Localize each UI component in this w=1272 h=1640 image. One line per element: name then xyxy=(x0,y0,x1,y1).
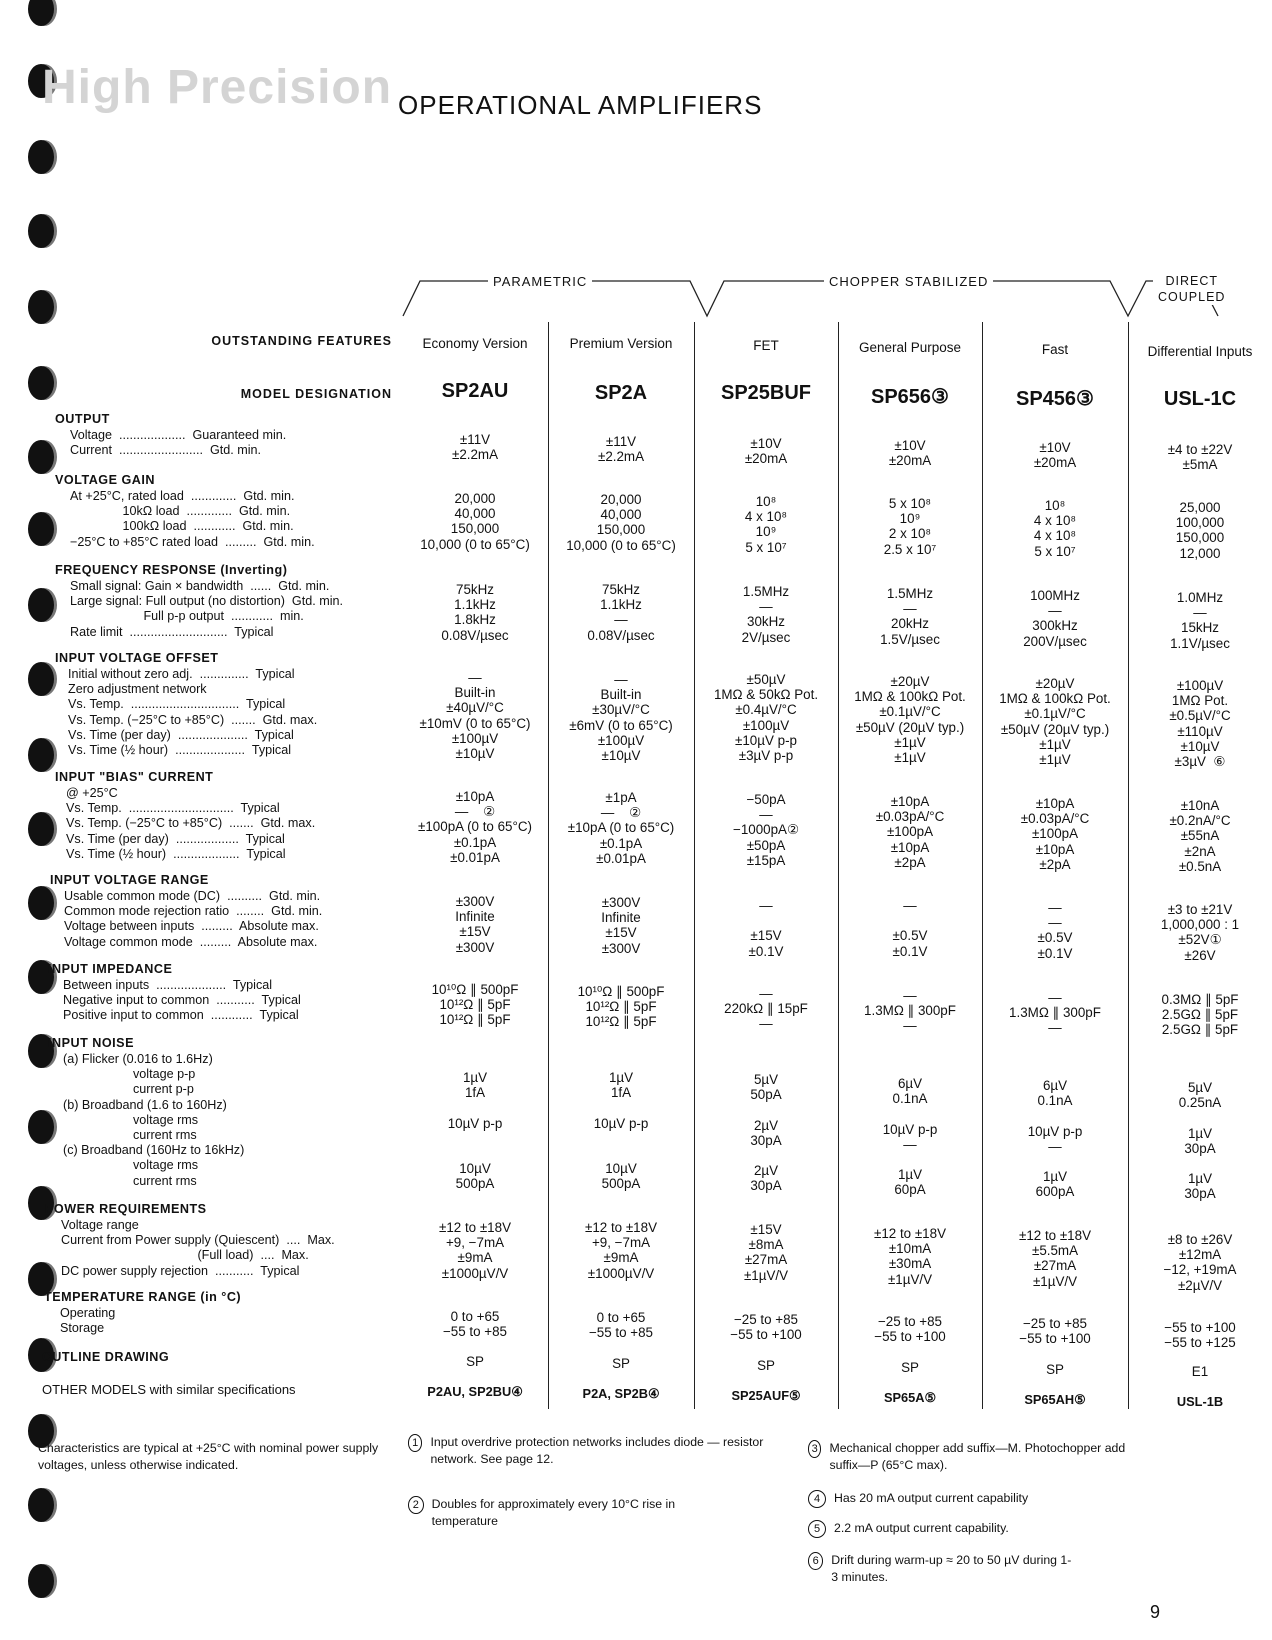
footnote-text: Drift during warm-up ≈ 20 to 50 µV during 1-3 minutes. xyxy=(831,1553,1072,1584)
feature-col-6: Differential Inputs xyxy=(1147,344,1253,359)
footnote-number: 6 xyxy=(808,1552,823,1570)
cell-sp2au-outline-drawing: SP xyxy=(466,1354,484,1369)
model-col-6: USL-1C xyxy=(1163,388,1237,410)
cell-sp456-input-bias-current: ±10pA ±0.03pA/°C ±100pA ±10pA ±2pA xyxy=(1020,796,1090,872)
binder-hole-icon xyxy=(28,588,54,622)
cell-sp2a-input-noise: 1µV 1fA 10µV p-p 10µV 500pA xyxy=(593,1070,649,1192)
binder-hole-icon xyxy=(28,512,54,546)
cell-usl1c-input-bias-current: ±10nA ±0.2nA/°C ±55nA ±2nA ±0.5nA xyxy=(1169,798,1231,874)
cell-sp456-other-models: SP65AH⑤ xyxy=(1024,1392,1086,1407)
binder-hole-icon xyxy=(28,886,54,920)
section-outline-drawing: OUTLINE DRAWING xyxy=(42,1350,170,1364)
cell-sp2a-input-impedance: 10¹⁰Ω ∥ 500pF 10¹²Ω ∥ 5pF 10¹²Ω ∥ 5pF xyxy=(577,984,665,1030)
labels-output: Voltage ................... Guaranteed min. Current ........................ Gtd. min. xyxy=(70,428,287,458)
cell-sp2au-other-models: P2AU, SP2BU④ xyxy=(427,1384,523,1399)
cell-sp25buf-temperature-range: −25 to +85 −55 to +100 xyxy=(730,1312,802,1343)
cell-sp656-input-voltage-offset: ±20µV 1MΩ & 100kΩ Pot. ±0.1µV/°C ±50µV (20µV typ.) ±1µV ±1µV xyxy=(854,674,966,766)
cell-sp2a-other-models: P2A, SP2B④ xyxy=(582,1386,660,1401)
section-frequency-response: FREQUENCY RESPONSE (Inverting) xyxy=(55,563,288,577)
cell-sp2a-voltage-gain: 20,000 40,000 150,000 10,000 (0 to 65°C) xyxy=(566,492,676,553)
footnote-1 xyxy=(408,1434,788,1468)
model-designation-label: MODEL DESIGNATION xyxy=(240,387,392,401)
cell-sp2au-input-bias-current: ±10pA — ② ±100pA (0 to 65°C) ±0.1pA ±0.01pA xyxy=(418,789,532,865)
labels-input-noise: (a) Flicker (0.016 to 1.6Hz) voltage p-p current p-p (b) Broadband (1.6 to 160Hz) voltage rms current rms (c) Broadband (160Hz to 16kHz) voltage rms current rms xyxy=(63,1052,245,1188)
cell-sp456-input-voltage-offset: ±20µV 1MΩ & 100kΩ Pot. ±0.1µV/°C ±50µV (20µV typ.) ±1µV ±1µV xyxy=(999,676,1111,768)
cell-sp2au-input-noise: 1µV 1fA 10µV p-p 10µV 500pA xyxy=(447,1070,503,1192)
cell-usl1c-input-voltage-offset: ±100µV 1MΩ Pot. ±0.5µV/°C ±110µV ±10µV ±3µV ⑥ xyxy=(1169,678,1231,770)
section-output: OUTPUT xyxy=(55,412,110,426)
binder-hole-icon xyxy=(28,366,54,400)
binder-hole-icon xyxy=(28,1110,54,1144)
section-voltage-gain: VOLTAGE GAIN xyxy=(55,473,155,487)
binder-hole-icon xyxy=(28,440,54,474)
page-title: OPERATIONAL AMPLIFIERS xyxy=(398,90,763,120)
cell-sp456-outline-drawing: SP xyxy=(1046,1362,1064,1377)
cell-sp25buf-input-noise: 5µV 50pA 2µV 30pA 2µV 30pA xyxy=(750,1072,782,1194)
cell-sp2a-output: ±11V ±2.2mA xyxy=(597,434,645,465)
model-col-5: SP456③ xyxy=(1016,388,1094,410)
footnote-number: 2 xyxy=(408,1496,424,1514)
cell-sp2a-input-voltage-offset: — Built-in ±30µV/°C ±6mV (0 to 65°C) ±100µV ±10µV xyxy=(569,672,673,764)
footnote-text: Has 20 mA output current capability xyxy=(834,1491,1029,1505)
feature-col-1: Economy Version xyxy=(422,336,528,351)
cell-sp2au-output: ±11V ±2.2mA xyxy=(451,432,499,463)
footnote-number: 3 xyxy=(808,1440,821,1458)
cell-sp2a-power-requirements: ±12 to ±18V +9, −7mA ±9mA ±1000µV/V xyxy=(584,1220,658,1281)
labels-temperature-range: Operating Storage xyxy=(60,1306,116,1336)
group-parametric: PARAMETRIC xyxy=(488,274,592,289)
cell-sp25buf-input-voltage-range: — ±15V ±0.1V xyxy=(748,898,784,959)
cell-usl1c-input-voltage-range: ±3 to ±21V 1,000,000 : 1 ±52V① ±26V xyxy=(1160,902,1240,963)
cell-usl1c-frequency-response: 1.0MHz — 15kHz 1.1V/µsec xyxy=(1170,590,1230,651)
cell-sp25buf-input-bias-current: −50pA — −1000pA② ±50pA ±15pA xyxy=(733,792,799,868)
footnote-6 xyxy=(808,1552,1078,1586)
cell-sp2a-frequency-response: 75kHz 1.1kHz — 0.08V/µsec xyxy=(587,582,655,643)
model-col-2: SP2A xyxy=(594,382,648,404)
section-input-voltage-offset: INPUT VOLTAGE OFFSET xyxy=(55,651,219,665)
cell-sp456-voltage-gain: 10⁸ 4 x 10⁸ 4 x 10⁸ 5 x 10⁷ xyxy=(1033,498,1077,559)
section-input-bias-current: INPUT "BIAS" CURRENT xyxy=(55,770,214,784)
cell-usl1c-other-models: USL-1B xyxy=(1176,1394,1224,1409)
footnote-number: 1 xyxy=(408,1434,422,1452)
binder-hole-icon xyxy=(28,1488,54,1522)
feature-col-3: FET xyxy=(753,338,779,353)
cell-sp656-temperature-range: −25 to +85 −55 to +100 xyxy=(874,1314,946,1345)
cell-sp25buf-outline-drawing: SP xyxy=(757,1358,775,1373)
cell-sp456-temperature-range: −25 to +85 −55 to +100 xyxy=(1019,1316,1091,1347)
labels-input-bias-current: @ +25°C Vs. Temp. .............................. Typical Vs. Temp. (−25°C to +85°C) ....... Gtd. max. Vs. Time (per day) .................. Typical Vs. Time (½ hour) ................... Typical xyxy=(66,786,316,861)
cell-sp2au-voltage-gain: 20,000 40,000 150,000 10,000 (0 to 65°C) xyxy=(420,491,530,552)
cell-sp656-input-noise: 6µV 0.1nA 10µV p-p — 1µV 60pA xyxy=(882,1076,938,1198)
group-brackets xyxy=(0,0,1272,340)
binder-hole-icon xyxy=(28,1564,54,1598)
group-direct-coupled: DIRECT COUPLED xyxy=(1153,273,1230,305)
cell-sp2au-input-voltage-offset: — Built-in ±40µV/°C ±10mV (0 to 65°C) ±100µV ±10µV xyxy=(419,670,531,762)
cell-sp2au-temperature-range: 0 to +65 −55 to +85 xyxy=(442,1309,508,1340)
brand-heading: High Precision xyxy=(42,61,393,114)
cell-sp656-input-bias-current: ±10pA ±0.03pA/°C ±100pA ±10pA ±2pA xyxy=(875,794,945,870)
section-power-requirements: POWER REQUIREMENTS xyxy=(45,1202,207,1216)
cell-sp2au-input-voltage-range: ±300V Infinite ±15V ±300V xyxy=(455,894,495,955)
labels-input-voltage-range: Usable common mode (DC) .......... Gtd. min. Common mode rejection ratio ........ Gtd. min. Voltage between inputs ......... Absolute max. Voltage common mode ......... Absolute max. xyxy=(64,889,323,949)
cell-sp2a-input-voltage-range: ±300V Infinite ±15V ±300V xyxy=(601,895,641,956)
cell-usl1c-output: ±4 to ±22V ±5mA xyxy=(1167,442,1233,473)
cell-sp656-input-impedance: — 1.3MΩ ∥ 300pF — xyxy=(864,988,956,1034)
section-input-voltage-range: INPUT VOLTAGE RANGE xyxy=(50,873,209,887)
page-number: 9 xyxy=(1149,1602,1160,1622)
binder-hole-icon xyxy=(28,738,54,772)
labels-frequency-response: Small signal: Gain × bandwidth ...... Gtd. min. Large signal: Full output (no distortion) Gtd. min. Full p-p output ............ min. Rate limit ............................ Typical xyxy=(70,579,343,639)
labels-input-impedance: Between inputs .................... Typical Negative input to common ........... Typical Positive input to common ............ Typical xyxy=(63,978,301,1023)
footnote-5 xyxy=(808,1520,1128,1538)
cell-usl1c-outline-drawing: E1 xyxy=(1191,1364,1209,1379)
outstanding-features-label: OUTSTANDING FEATURES xyxy=(211,334,392,348)
cell-sp2au-power-requirements: ±12 to ±18V +9, −7mA ±9mA ±1000µV/V xyxy=(438,1220,512,1281)
footnote-text: Mechanical chopper add suffix—M. Photochopper add suffix—P (65°C max). xyxy=(829,1441,1126,1472)
cell-sp656-input-voltage-range: — ±0.5V ±0.1V xyxy=(892,898,928,959)
group-chopper-stabilized: CHOPPER STABILIZED xyxy=(824,274,993,289)
cell-sp2au-frequency-response: 75kHz 1.1kHz 1.8kHz 0.08V/µsec xyxy=(441,582,509,643)
section-other-models: OTHER MODELS with similar specifications xyxy=(42,1382,296,1397)
cell-sp25buf-input-impedance: — 220kΩ ∥ 15pF — xyxy=(724,986,808,1032)
footnote-text: Doubles for approximately every 10°C rise in temperature xyxy=(431,1497,676,1528)
footer-note: Characteristics are typical at +25°C with nominal power supply voltages, unless otherwise indicated. xyxy=(38,1441,379,1472)
cell-sp456-frequency-response: 100MHz — 300kHz 200V/µsec xyxy=(1023,588,1087,649)
binder-hole-icon xyxy=(28,812,54,846)
cell-sp456-output: ±10V ±20mA xyxy=(1033,440,1077,471)
feature-col-2: Premium Version xyxy=(569,336,673,351)
cell-sp25buf-power-requirements: ±15V ±8mA ±27mA ±1µV/V xyxy=(743,1222,789,1283)
footnote-number: 4 xyxy=(808,1490,826,1508)
footnote-3 xyxy=(808,1440,1128,1474)
cell-sp2a-temperature-range: 0 to +65 −55 to +85 xyxy=(588,1310,654,1341)
cell-sp456-input-voltage-range: — — ±0.5V ±0.1V xyxy=(1037,900,1073,961)
feature-col-4: General Purpose xyxy=(858,340,962,355)
binder-hole-icon xyxy=(28,662,54,696)
model-col-1: SP2AU xyxy=(441,380,509,402)
section-input-impedance: INPUT IMPEDANCE xyxy=(48,962,173,976)
cell-sp2a-outline-drawing: SP xyxy=(612,1356,630,1371)
cell-usl1c-voltage-gain: 25,000 100,000 150,000 12,000 xyxy=(1175,500,1225,561)
model-col-3: SP25BUF xyxy=(720,382,812,404)
cell-usl1c-input-noise: 5µV 0.25nA 1µV 30pA 1µV 30pA xyxy=(1178,1080,1222,1202)
footnote-4 xyxy=(808,1490,1128,1508)
labels-power-requirements: Voltage range Current from Power supply (Quiescent) .... Max. (Full load) .... Max. DC power supply rejection ........... Typical xyxy=(61,1218,335,1278)
cell-sp25buf-frequency-response: 1.5MHz — 30kHz 2V/µsec xyxy=(741,584,791,645)
footnote-number: 5 xyxy=(808,1520,826,1538)
cell-usl1c-power-requirements: ±8 to ±26V ±12mA −12, +19mA ±2µV/V xyxy=(1163,1232,1237,1293)
section-input-noise: INPUT NOISE xyxy=(48,1036,134,1050)
cell-sp456-power-requirements: ±12 to ±18V ±5.5mA ±27mA ±1µV/V xyxy=(1018,1228,1092,1289)
cell-sp25buf-other-models: SP25AUF⑤ xyxy=(731,1388,801,1403)
cell-sp656-other-models: SP65A⑤ xyxy=(883,1390,937,1405)
footnote-text: Input overdrive protection networks includes diode — resistor network. See page 12. xyxy=(430,1435,764,1466)
footnote-text: 2.2 mA output current capability. xyxy=(834,1521,1009,1535)
cell-usl1c-input-impedance: 0.3MΩ ∥ 5pF 2.5GΩ ∥ 5pF 2.5GΩ ∥ 5pF xyxy=(1161,992,1239,1038)
cell-sp656-outline-drawing: SP xyxy=(901,1360,919,1375)
cell-sp656-output: ±10V ±20mA xyxy=(888,438,932,469)
cell-usl1c-temperature-range: −55 to +100 −55 to +125 xyxy=(1164,1320,1236,1351)
section-temperature-range: TEMPERATURE RANGE (in °C) xyxy=(44,1290,242,1304)
cell-sp656-voltage-gain: 5 x 10⁸ 10⁹ 2 x 10⁸ 2.5 x 10⁷ xyxy=(883,496,937,557)
cell-sp25buf-output: ±10V ±20mA xyxy=(744,436,788,467)
cell-sp25buf-voltage-gain: 10⁸ 4 x 10⁸ 10⁹ 5 x 10⁷ xyxy=(744,494,788,555)
labels-input-voltage-offset: Initial without zero adj. .............. Typical Zero adjustment network Vs. Temp. ............................... Typical Vs. Temp. (−25°C to +85°C) ....... Gtd. max. Vs. Time (per day) .................... Typical Vs. Time (½ hour) .................... Typical xyxy=(68,667,318,758)
cell-sp456-input-noise: 6µV 0.1nA 10µV p-p — 1µV 600pA xyxy=(1027,1078,1083,1200)
footnote-2 xyxy=(408,1496,698,1530)
model-col-4: SP656③ xyxy=(871,386,949,408)
cell-sp2a-input-bias-current: ±1pA — ② ±10pA (0 to 65°C) ±0.1pA ±0.01pA xyxy=(567,790,675,866)
cell-sp656-power-requirements: ±12 to ±18V ±10mA ±30mA ±1µV/V xyxy=(873,1226,947,1287)
cell-sp2au-input-impedance: 10¹⁰Ω ∥ 500pF 10¹²Ω ∥ 5pF 10¹²Ω ∥ 5pF xyxy=(431,982,519,1028)
cell-sp25buf-input-voltage-offset: ±50µV 1MΩ & 50kΩ Pot. ±0.4µV/°C ±100µV ±10µV p-p ±3µV p-p xyxy=(713,672,819,764)
cell-sp456-input-impedance: — 1.3MΩ ∥ 300pF — xyxy=(1009,990,1101,1036)
cell-sp656-frequency-response: 1.5MHz — 20kHz 1.5V/µsec xyxy=(880,586,940,647)
labels-voltage-gain: At +25°C, rated load ............. Gtd. min. 10kΩ load ............. Gtd. min. 100kΩ load ............ Gtd. min. −25°C to +85°C rated load ......... Gtd. min. xyxy=(70,489,315,549)
feature-col-5: Fast xyxy=(1041,342,1069,357)
